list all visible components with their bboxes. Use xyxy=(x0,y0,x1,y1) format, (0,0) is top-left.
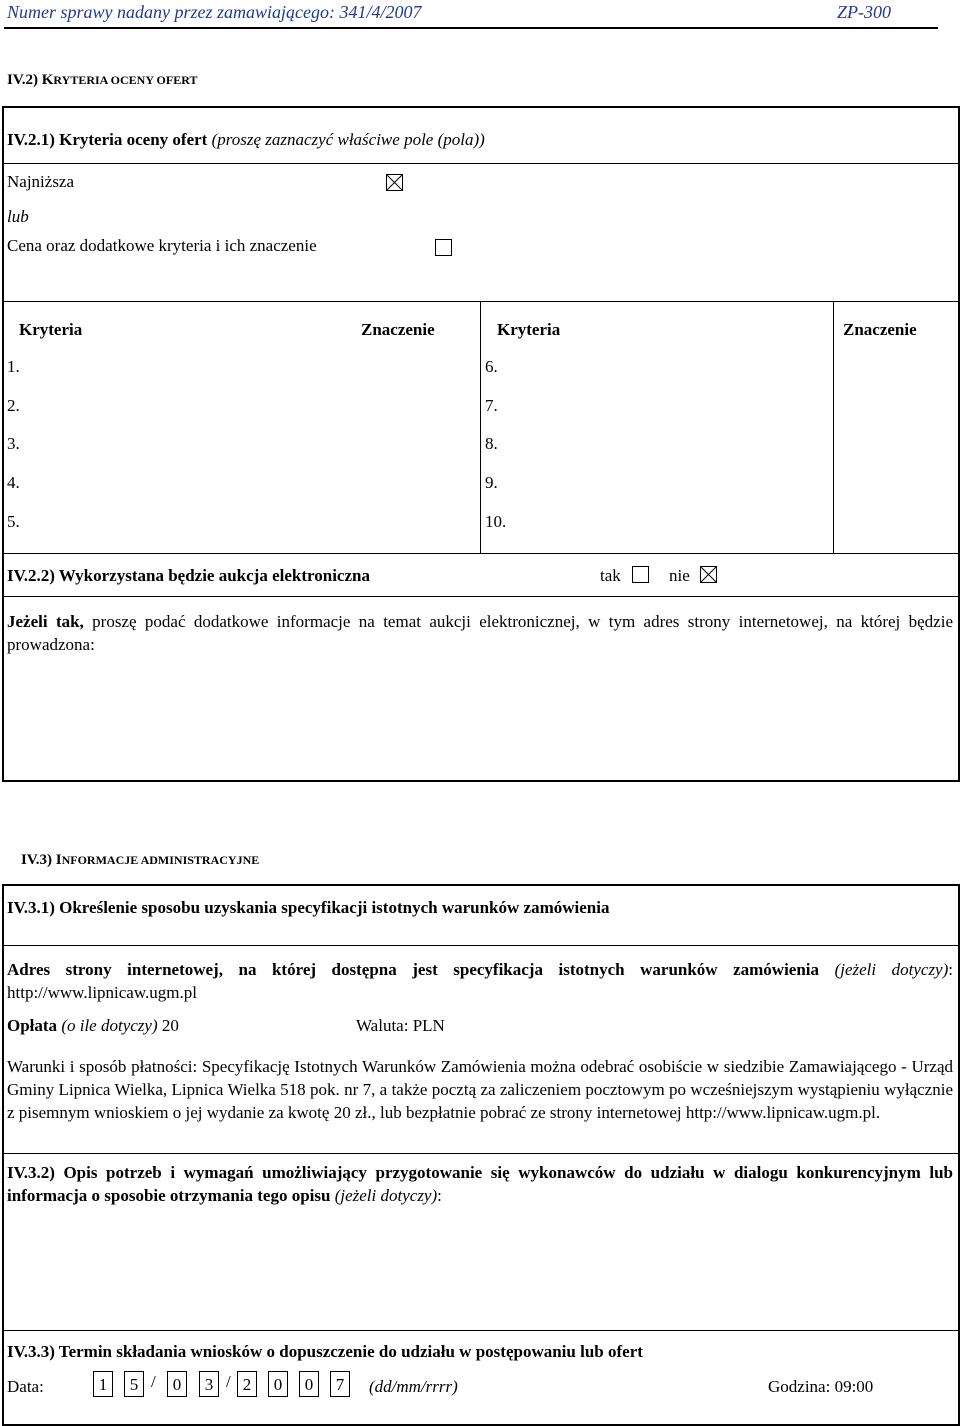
criterion-number: 5. xyxy=(7,512,20,531)
date-digit-month-2[interactable]: 3 xyxy=(199,1371,219,1397)
section-431-title: IV.3.1) Określenie sposobu uzyskania specyfikacji istotnych warunków zamówienia xyxy=(7,898,610,917)
rule-before-433 xyxy=(2,1330,960,1331)
time-label: Godzina: 09:00 xyxy=(768,1377,874,1396)
criteria-divider-mid xyxy=(480,301,481,553)
section-432-title: IV.3.2) Opis potrzeb i wymagań umożliwiający przygotowanie się wykonawców do udziału w dialogu konkurencyjnym lub informacja o sposobie otrzymania tego opisu (jeżeli dotyczy): xyxy=(7,1163,953,1205)
criterion-number: 6. xyxy=(485,357,498,376)
rule-after-431 xyxy=(2,945,960,946)
criterion-number: 9. xyxy=(485,473,498,492)
rule-after-criteria xyxy=(2,553,960,554)
date-digit-day-2[interactable]: 5 xyxy=(124,1371,144,1397)
date-format-hint: (dd/mm/rrrr) xyxy=(369,1377,458,1396)
criterion-number: 1. xyxy=(7,357,20,376)
rule-before-432 xyxy=(2,1153,960,1154)
payment-terms: Warunki i sposób płatności: Specyfikację Istotnych Warunków Zamówienia można odebrać osobiście w siedzibie Zamawiającego - Urząd Gminy Lipnica Wielka, Lipnica Wielka 518 pok. nr 7, a także pocztą za zaliczeniem pocztowym po wcześniejszym wystąpieniu wyłącznie z pisemnym wnioskiem o jej wydanie za kwotę 20 zł., lub bezpłatnie pobrać ze strony internetowej http://www.lipnicaw.ugm.pl. xyxy=(7,1057,953,1122)
rule-after-422 xyxy=(2,596,960,597)
cross-icon xyxy=(701,567,716,582)
criterion-number: 2. xyxy=(7,396,20,415)
date-label: Data: xyxy=(7,1377,44,1396)
price-criteria-label: Cena oraz dodatkowe kryteria i ich znaczenie xyxy=(7,236,317,255)
date-separator: / xyxy=(151,1372,156,1391)
cross-icon xyxy=(387,175,402,190)
date-digit-day-1[interactable]: 1 xyxy=(93,1371,113,1397)
or-label: lub xyxy=(7,207,29,226)
section-422-title: IV.2.2) Wykorzystana będzie aukcja elektroniczna xyxy=(7,566,370,585)
section-433-title: IV.3.3) Termin składania wniosków o dopuszczenie do udziału w postępowaniu lub ofert xyxy=(7,1342,643,1361)
criterion-number: 8. xyxy=(485,434,498,453)
col-kryteria-left: Kryteria xyxy=(19,320,83,339)
nie-checkbox[interactable] xyxy=(700,566,717,583)
col-kryteria-right: Kryteria xyxy=(497,320,561,339)
col-znaczenie-right: Znaczenie xyxy=(843,320,917,339)
fee-line: Opłata (o ile dotyczy) 20 xyxy=(7,1016,179,1035)
lowest-price-checkbox[interactable] xyxy=(386,174,403,191)
rule-after-421 xyxy=(2,163,960,164)
header-rule xyxy=(4,27,938,29)
criterion-number: 3. xyxy=(7,434,20,453)
tak-label: tak xyxy=(600,566,621,585)
tak-checkbox[interactable] xyxy=(632,566,649,583)
nie-label: nie xyxy=(669,566,690,585)
form-code: ZP-300 xyxy=(837,2,891,22)
case-number: Numer sprawy nadany przez zamawiającego: 341/4/2007 xyxy=(7,2,422,22)
date-digit-year-2[interactable]: 0 xyxy=(268,1371,288,1397)
rule-before-criteria xyxy=(2,301,960,302)
date-digit-year-4[interactable]: 7 xyxy=(330,1371,350,1397)
criterion-number: 4. xyxy=(7,473,20,492)
section-iv2-title: IV.2) KRYTERIA OCENY OFERT xyxy=(7,72,198,88)
date-digit-month-1[interactable]: 0 xyxy=(167,1371,187,1397)
price-criteria-checkbox[interactable] xyxy=(435,239,452,256)
col-znaczenie-left: Znaczenie xyxy=(361,320,435,339)
date-digit-year-1[interactable]: 2 xyxy=(237,1371,257,1397)
criterion-number: 10. xyxy=(485,512,507,531)
section-421-title: IV.2.1) Kryteria oceny ofert (proszę zaznaczyć właściwe pole (pola)) xyxy=(7,130,485,149)
section-iv3-title: IV.3) INFORMACJE ADMINISTRACYJNE xyxy=(21,852,260,868)
date-digit-year-3[interactable]: 0 xyxy=(299,1371,319,1397)
lowest-price-label: Najniższa xyxy=(7,172,75,191)
spec-address: Adres strony internetowej, na której dostępna jest specyfikacja istotnych warunków zamówienia (jeżeli dotyczy): http://www.lipnicaw.ugm.pl xyxy=(7,960,953,1002)
currency: Waluta: PLN xyxy=(356,1016,445,1035)
date-separator: / xyxy=(226,1372,231,1391)
auction-info-text: Jeżeli tak, proszę podać dodatkowe informacje na temat aukcji elektronicznej, w tym adres strony internetowej, na której będzie prowadzona: xyxy=(7,612,953,654)
section-iv2-frame xyxy=(2,106,960,782)
criterion-number: 7. xyxy=(485,396,498,415)
criteria-divider-right xyxy=(833,301,834,553)
